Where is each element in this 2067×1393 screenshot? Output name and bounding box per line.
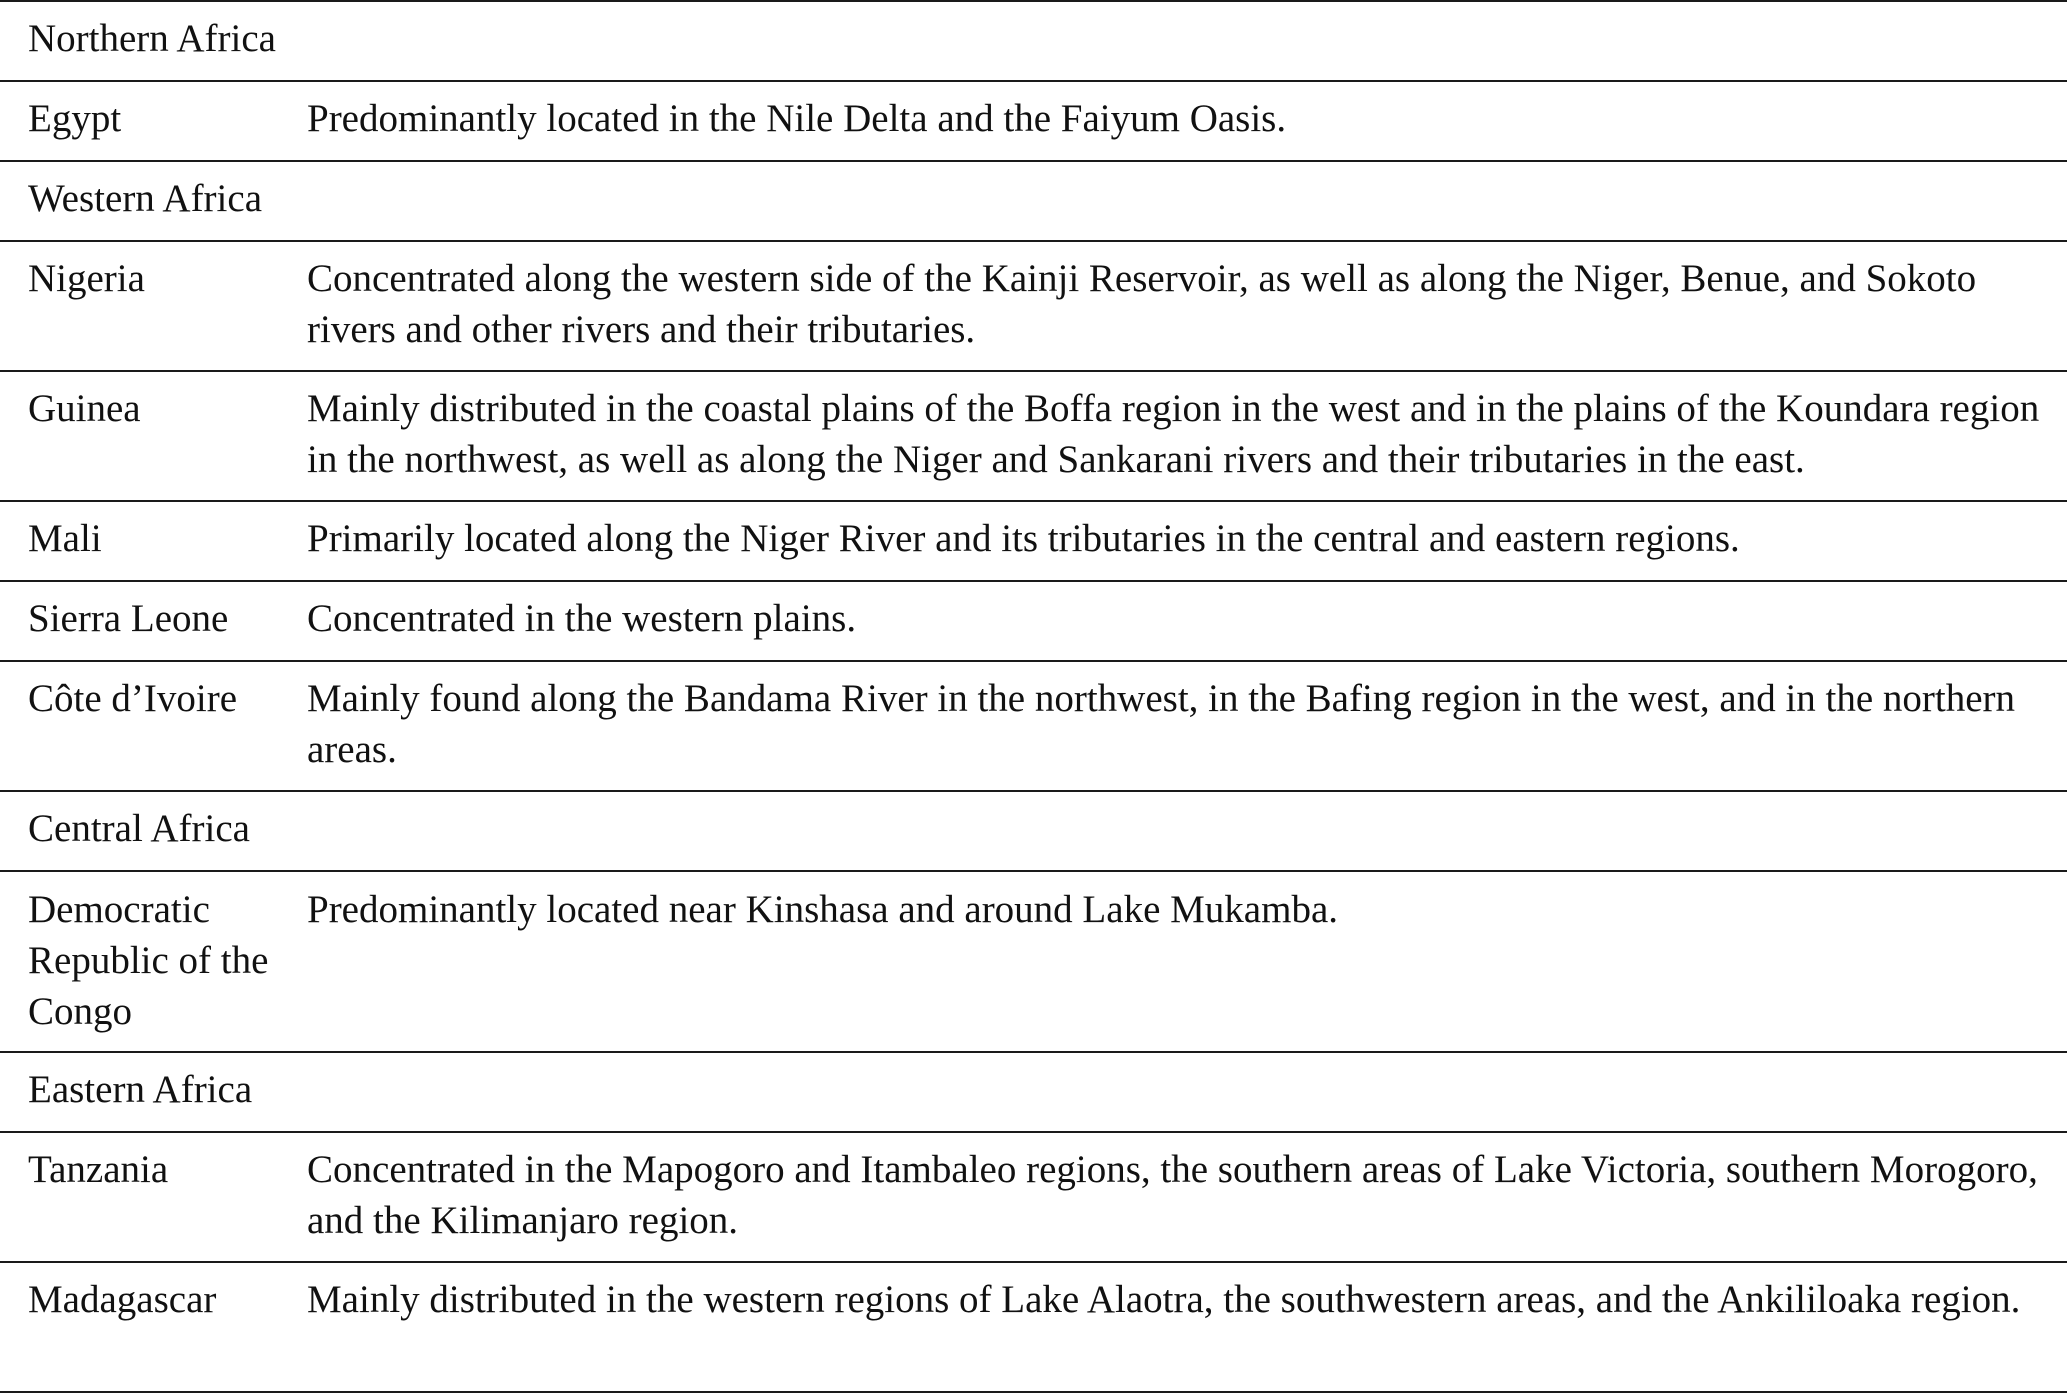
- country-cell: Côte d’Ivoire: [28, 677, 238, 720]
- table-row: [0, 81, 2067, 161]
- region-row: [0, 791, 2067, 871]
- region-label: Western Africa: [28, 177, 262, 220]
- region-row: [0, 161, 2067, 241]
- country-cell: Madagascar: [28, 1278, 217, 1321]
- country-cell: Sierra Leone: [28, 597, 229, 640]
- description-cell: Predominantly located in the Nile Delta and the Faiyum Oasis.: [307, 97, 1287, 140]
- country-cell: Tanzania: [28, 1148, 169, 1191]
- country-cell: Egypt: [28, 97, 122, 140]
- description-cell: Mainly distributed in the coastal plains of the Boffa region in the west and in the plains of the Koundara region in the northwest, as well as along the Niger and Sankarani rivers and their tributaries in the east.: [307, 387, 2040, 481]
- country-cell: Democratic Republic of the Congo: [28, 888, 269, 1033]
- description-cell: Mainly distributed in the western regions of Lake Alaotra, the southwestern areas, and the Ankililoaka region.: [307, 1278, 2021, 1321]
- table-row: [0, 371, 2067, 501]
- description-cell: Concentrated along the western side of the Kainji Reservoir, as well as along the Niger, Benue, and Sokoto rivers and other rivers and their tributaries.: [307, 257, 1977, 351]
- table-row: [0, 1132, 2067, 1262]
- country-cell: Mali: [28, 517, 102, 560]
- country-cell: Guinea: [28, 387, 141, 430]
- table-row: [0, 581, 2067, 661]
- table-row: [0, 501, 2067, 581]
- table-row: [0, 871, 2067, 1052]
- region-label: Central Africa: [28, 807, 250, 850]
- table-row: [0, 241, 2067, 371]
- description-cell: Primarily located along the Niger River and its tributaries in the central and eastern regions.: [307, 517, 1740, 560]
- description-cell: Concentrated in the western plains.: [307, 597, 857, 640]
- region-row: [0, 1052, 2067, 1132]
- description-cell: Concentrated in the Mapogoro and Itambaleo regions, the southern areas of Lake Victoria, southern Morogoro, and the Kilimanjaro region.: [307, 1148, 2038, 1242]
- table-row: [0, 1262, 2067, 1392]
- region-label: Northern Africa: [28, 17, 276, 60]
- country-cell: Nigeria: [28, 257, 145, 300]
- description-cell: Predominantly located near Kinshasa and around Lake Mukamba.: [307, 888, 1339, 931]
- table-row: [0, 661, 2067, 791]
- region-row: [0, 1, 2067, 81]
- region-label: Eastern Africa: [28, 1068, 253, 1111]
- description-cell: Mainly found along the Bandama River in the northwest, in the Bafing region in the west, and in the northern areas.: [307, 677, 2016, 771]
